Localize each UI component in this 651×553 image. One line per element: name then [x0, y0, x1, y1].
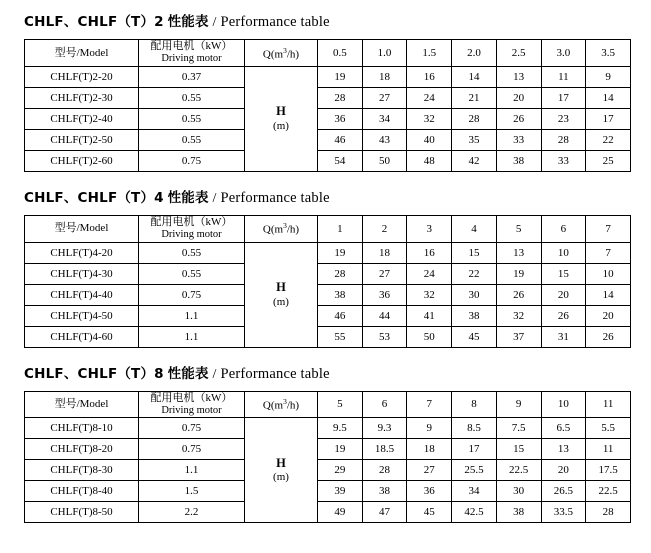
head-value: 37	[496, 326, 541, 347]
head-value: 19	[318, 242, 363, 263]
head-value: 13	[541, 439, 586, 460]
header-motor-en: Driving motor	[161, 53, 222, 65]
head-value: 14	[586, 284, 631, 305]
head-value: 33	[541, 150, 586, 171]
head-value: 28	[586, 502, 631, 523]
motor-cell: 0.75	[139, 418, 245, 439]
header-flow-label: Q(m	[262, 224, 284, 236]
head-value: 28	[362, 460, 407, 481]
motor-cell: 1.1	[139, 305, 245, 326]
flow-value: 8	[452, 391, 497, 418]
header-flow-tail: /h)	[286, 224, 300, 236]
head-value: 49	[318, 502, 363, 523]
header-flow-label: Q(m	[262, 399, 284, 412]
performance-section-4	[22, 186, 629, 348]
header-motor-en: Driving motor	[161, 404, 222, 416]
model-cell: CHLF(T)2-20	[25, 66, 139, 87]
model-cell: CHLF(T)8-40	[25, 481, 139, 502]
head-value: 40	[407, 129, 452, 150]
head-value: 14	[586, 87, 631, 108]
flow-value: 9	[496, 391, 541, 418]
motor-cell: 1.1	[139, 326, 245, 347]
head-value: 16	[407, 242, 452, 263]
section-title-separator: /	[212, 366, 217, 382]
head-unit: (m)	[273, 295, 289, 308]
head-value: 41	[407, 305, 452, 326]
motor-cell: 2.2	[139, 502, 245, 523]
flow-value: 6	[541, 215, 586, 242]
head-value: 38	[496, 502, 541, 523]
head-value: 32	[407, 108, 452, 129]
head-value: 42.5	[452, 502, 497, 523]
section-title-separator: /	[212, 15, 217, 30]
head-value: 8.5	[452, 418, 497, 439]
head-value: 17	[541, 87, 586, 108]
head-value: 33	[496, 129, 541, 150]
model-cell: CHLF(T)4-60	[25, 326, 139, 347]
head-value: 26	[496, 284, 541, 305]
flow-value: 1.5	[407, 40, 452, 67]
head-symbol: H	[276, 455, 286, 470]
header-motor-cn: 配用电机（kW）	[150, 391, 233, 404]
model-cell: CHLF(T)8-50	[25, 502, 139, 523]
table-row	[25, 502, 631, 523]
head-value: 10	[586, 263, 631, 284]
head-value: 17	[452, 439, 497, 460]
head-value: 14	[452, 66, 497, 87]
head-value: 38	[496, 150, 541, 171]
head-value: 15	[541, 263, 586, 284]
table-header-row	[25, 40, 631, 67]
head-value: 9	[407, 418, 452, 439]
header-flow-tail: /h)	[286, 399, 300, 412]
header-flow	[245, 215, 318, 242]
head-value: 34	[452, 481, 497, 502]
head-value: 5.5	[586, 418, 631, 439]
head-value: 9	[586, 66, 631, 87]
head-value: 9.5	[318, 418, 363, 439]
head-value: 46	[318, 129, 363, 150]
head-value: 33.5	[541, 502, 586, 523]
head-value: 26	[541, 305, 586, 326]
motor-cell: 0.55	[139, 108, 245, 129]
section-title-en: Performance table	[220, 365, 330, 382]
head-label-cell	[245, 242, 318, 347]
head-unit: (m)	[273, 119, 289, 132]
head-value: 18	[362, 242, 407, 263]
table-row	[25, 108, 631, 129]
flow-value: 1.0	[362, 40, 407, 67]
head-value: 22.5	[586, 481, 631, 502]
section-title-en: Performance table	[220, 189, 330, 206]
header-model-sep: /	[76, 398, 80, 411]
flow-value: 3.0	[541, 40, 586, 67]
head-value: 38	[452, 305, 497, 326]
head-value: 18	[407, 439, 452, 460]
head-label-cell	[245, 66, 318, 171]
head-value: 21	[452, 87, 497, 108]
motor-cell: 0.55	[139, 263, 245, 284]
head-value: 18	[362, 66, 407, 87]
section-title-cn-label: 性能表	[167, 14, 209, 30]
head-value: 22	[452, 263, 497, 284]
table-row	[25, 129, 631, 150]
head-value: 17	[586, 108, 631, 129]
motor-cell: 0.75	[139, 439, 245, 460]
head-value: 47	[362, 502, 407, 523]
head-value: 20	[586, 305, 631, 326]
header-flow-sup: 3	[283, 397, 287, 407]
table-header-row	[25, 215, 631, 242]
table-row	[25, 460, 631, 481]
flow-value: 3.5	[586, 40, 631, 67]
table-row	[25, 150, 631, 171]
table-row	[25, 263, 631, 284]
flow-value: 7	[586, 215, 631, 242]
head-value: 25	[586, 150, 631, 171]
head-value: 45	[407, 502, 452, 523]
head-value: 19	[496, 263, 541, 284]
flow-value: 11	[586, 391, 631, 418]
motor-cell: 0.75	[139, 150, 245, 171]
table-row	[25, 284, 631, 305]
head-value: 11	[586, 439, 631, 460]
model-cell: CHLF(T)4-50	[25, 305, 139, 326]
head-value: 28	[541, 129, 586, 150]
head-value: 34	[362, 108, 407, 129]
header-model-en: Model	[79, 398, 109, 411]
head-value: 29	[318, 460, 363, 481]
head-value: 20	[541, 460, 586, 481]
section-title-model: CHLF、CHLF（T）2	[24, 14, 164, 30]
header-flow-sup: 3	[283, 45, 287, 55]
section-title	[24, 186, 629, 207]
flow-value: 1	[318, 215, 363, 242]
head-value: 35	[452, 129, 497, 150]
header-motor-cn: 配用电机（kW）	[150, 215, 233, 228]
model-cell: CHLF(T)2-50	[25, 129, 139, 150]
performance-table	[24, 391, 631, 524]
header-flow	[245, 391, 318, 418]
head-value: 32	[407, 284, 452, 305]
section-title-en: Performance table	[220, 14, 330, 30]
motor-cell: 1.5	[139, 481, 245, 502]
head-value: 18.5	[362, 439, 407, 460]
head-value: 32	[496, 305, 541, 326]
section-title-separator: /	[212, 190, 217, 206]
header-model-sep: /	[76, 222, 80, 235]
model-cell: CHLF(T)4-40	[25, 284, 139, 305]
head-value: 36	[318, 108, 363, 129]
head-value: 10	[541, 242, 586, 263]
head-value: 7.5	[496, 418, 541, 439]
head-value: 45	[452, 326, 497, 347]
header-motor-en: Driving motor	[161, 228, 222, 240]
header-model-cn: 型号	[54, 46, 77, 59]
head-value: 30	[496, 481, 541, 502]
flow-value: 2.0	[452, 40, 497, 67]
head-symbol: H	[276, 104, 286, 119]
table-row	[25, 481, 631, 502]
header-model-cn: 型号	[54, 398, 77, 411]
head-value: 19	[318, 439, 363, 460]
head-value: 26	[586, 326, 631, 347]
table-row	[25, 418, 631, 439]
head-value: 42	[452, 150, 497, 171]
head-value: 54	[318, 150, 363, 171]
head-value: 39	[318, 481, 363, 502]
head-value: 44	[362, 305, 407, 326]
head-label-cell	[245, 418, 318, 523]
head-value: 25.5	[452, 460, 497, 481]
head-value: 27	[362, 263, 407, 284]
header-flow-tail: /h)	[286, 48, 300, 61]
head-value: 48	[407, 150, 452, 171]
motor-cell: 0.55	[139, 129, 245, 150]
header-model	[25, 215, 139, 242]
model-cell: CHLF(T)8-20	[25, 439, 139, 460]
head-value: 46	[318, 305, 363, 326]
model-cell: CHLF(T)2-60	[25, 150, 139, 171]
performance-section-2	[22, 10, 629, 172]
head-value: 26.5	[541, 481, 586, 502]
motor-cell: 0.55	[139, 242, 245, 263]
table-row	[25, 439, 631, 460]
head-value: 15	[496, 439, 541, 460]
head-value: 43	[362, 129, 407, 150]
head-value: 19	[318, 66, 363, 87]
head-value: 28	[318, 263, 363, 284]
motor-cell: 0.37	[139, 66, 245, 87]
head-value: 11	[541, 66, 586, 87]
performance-section-8	[22, 362, 629, 524]
performance-table	[24, 39, 631, 172]
head-value: 24	[407, 263, 452, 284]
motor-cell: 1.1	[139, 460, 245, 481]
head-value: 23	[541, 108, 586, 129]
section-title-cn-label: 性能表	[167, 365, 209, 382]
table-row	[25, 66, 631, 87]
motor-cell: 0.55	[139, 87, 245, 108]
header-motor	[139, 215, 245, 242]
head-symbol: H	[276, 279, 286, 294]
motor-cell: 0.75	[139, 284, 245, 305]
head-value: 13	[496, 66, 541, 87]
table-header-row	[25, 391, 631, 418]
flow-value: 6	[362, 391, 407, 418]
flow-value: 0.5	[318, 40, 363, 67]
section-title-model: CHLF、CHLF（T）8	[24, 365, 164, 382]
head-value: 17.5	[586, 460, 631, 481]
head-value: 22	[586, 129, 631, 150]
section-title-cn-label: 性能表	[167, 189, 209, 206]
table-row	[25, 87, 631, 108]
performance-table	[24, 215, 631, 348]
head-value: 13	[496, 242, 541, 263]
model-cell: CHLF(T)4-30	[25, 263, 139, 284]
head-value: 55	[318, 326, 363, 347]
table-row	[25, 305, 631, 326]
head-value: 30	[452, 284, 497, 305]
header-model-sep: /	[76, 46, 80, 59]
head-value: 26	[496, 108, 541, 129]
head-value: 24	[407, 87, 452, 108]
head-value: 15	[452, 242, 497, 263]
header-flow	[245, 40, 318, 67]
flow-value: 2	[362, 215, 407, 242]
head-value: 38	[362, 481, 407, 502]
section-title-model: CHLF、CHLF（T）4	[24, 189, 164, 206]
header-model-en: Model	[79, 46, 109, 59]
section-title	[24, 362, 629, 383]
header-model-en: Model	[79, 222, 109, 235]
head-value: 20	[496, 87, 541, 108]
head-value: 16	[407, 66, 452, 87]
head-value: 27	[407, 460, 452, 481]
model-cell: CHLF(T)8-10	[25, 418, 139, 439]
header-motor-cn: 配用电机（kW）	[150, 40, 233, 52]
flow-value: 5	[318, 391, 363, 418]
header-model	[25, 391, 139, 418]
model-cell: CHLF(T)4-20	[25, 242, 139, 263]
head-value: 28	[318, 87, 363, 108]
head-value: 38	[318, 284, 363, 305]
header-motor	[139, 391, 245, 418]
head-value: 6.5	[541, 418, 586, 439]
head-value: 22.5	[496, 460, 541, 481]
head-value: 36	[407, 481, 452, 502]
flow-value: 7	[407, 391, 452, 418]
flow-value: 10	[541, 391, 586, 418]
header-model	[25, 40, 139, 67]
header-motor	[139, 40, 245, 67]
head-value: 27	[362, 87, 407, 108]
head-value: 31	[541, 326, 586, 347]
header-flow-sup: 3	[283, 221, 287, 231]
model-cell: CHLF(T)2-30	[25, 87, 139, 108]
flow-value: 3	[407, 215, 452, 242]
section-title	[24, 10, 629, 31]
head-value: 20	[541, 284, 586, 305]
head-value: 36	[362, 284, 407, 305]
flow-value: 5	[496, 215, 541, 242]
table-row	[25, 242, 631, 263]
header-model-cn: 型号	[54, 222, 77, 235]
head-value: 53	[362, 326, 407, 347]
flow-value: 2.5	[496, 40, 541, 67]
head-value: 7	[586, 242, 631, 263]
model-cell: CHLF(T)8-30	[25, 460, 139, 481]
head-unit: (m)	[273, 471, 289, 484]
head-value: 50	[362, 150, 407, 171]
head-value: 28	[452, 108, 497, 129]
header-flow-label: Q(m	[262, 48, 284, 61]
model-cell: CHLF(T)2-40	[25, 108, 139, 129]
head-value: 9.3	[362, 418, 407, 439]
head-value: 50	[407, 326, 452, 347]
table-row	[25, 326, 631, 347]
flow-value: 4	[452, 215, 497, 242]
